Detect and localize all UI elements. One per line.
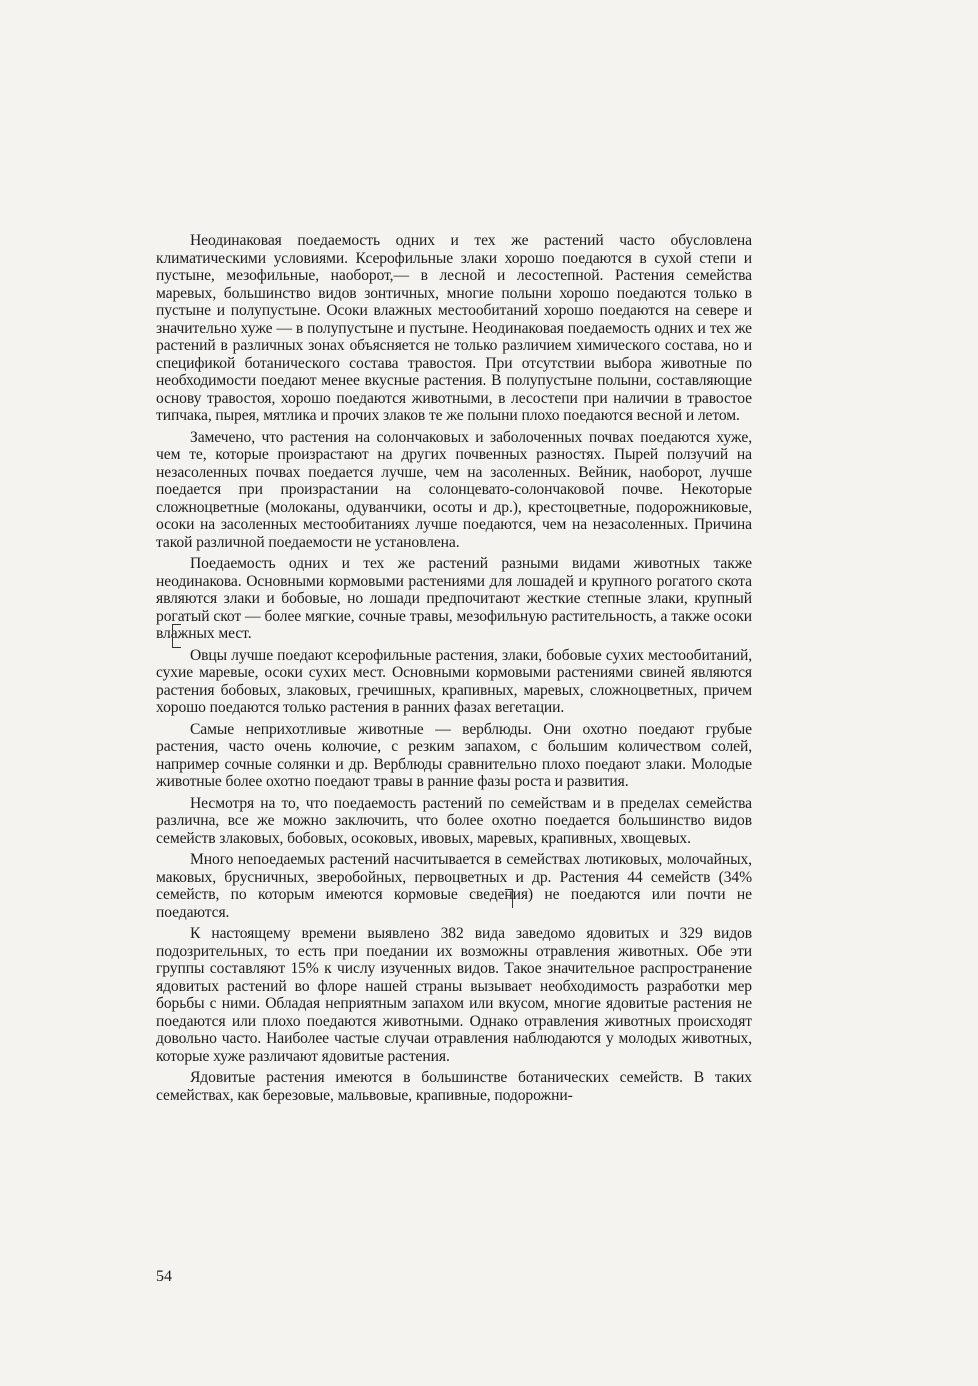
paragraph-4: Овцы лучше поедают ксерофильные растения, злаки, бобовые сухих местообитаний, сухие маревые, осоки сухих мест. Основными кормовыми растениями свиней являются растения бобовых, злаковых, гречишных, крапивных, маревых, сложноцветных, причем хорошо поедаются только растения в ранних фазах вегетации. bbox=[156, 646, 752, 716]
paragraph-7: Много непоедаемых растений насчитывается в семействах лютиковых, молочайных, маковых, брусничных, зверобойных, первоцветных и др. Растения 44 семейств (34% семейств, по которым имеются кормовые сведения) не поедаются или почти не поедаются. bbox=[156, 851, 752, 921]
paragraph-9: Ядовитые растения имеются в большинстве ботанических семейств. В таких семействах, как березовые, мальвовые, крапивные, подорожни- bbox=[156, 1069, 752, 1104]
page-number: 54 bbox=[156, 1268, 172, 1285]
pencil-bracket-close-mark bbox=[505, 889, 513, 908]
paragraph-6: Несмотря на то, что поедаемость растений по семействам и в пределах семейства различна, все же можно заключить, что более охотно поедается большинство видов семейств злаковых, бобовых, осоковых, ивовых, маревых, крапивных, хвощевых. bbox=[156, 794, 752, 847]
paragraph-1: Неодинаковая поедаемость одних и тех же растений часто обусловлена климатическими условиями. Ксерофильные злаки хорошо поедаются в сухой степи и пустыне, мезофильные, наоборот,— в лесной и лесостепной. Растения семейства маревых, большинство видов зонтичных, многие полыни хорошо поедаются только в пустыне и полупустыне. Осоки влажных местообитаний хорошо поедаются на севере и значительно хуже — в полупустыне и пустыне. Неодинаковая поедаемость одних и тех же растений в различных зонах объясняется не только различием химического состава, но и спецификой ботанического состава травостоя. При отсутствии выбора животные по необходимости поедают менее вкусные растения. В полупустыне полыни, составляющие основу травостоя, хорошо поедаются животными, в лесостепи при наличии в травостое типчака, пырея, мятлика и прочих злаков те же полыни плохо поедаются весной и летом. bbox=[156, 232, 752, 424]
pencil-bracket-open-mark bbox=[172, 624, 181, 648]
paragraph-2: Замечено, что растения на солончаковых и заболоченных почвах поедаются хуже, чем те, которые произрастают на других почвенных разностях. Пырей ползучий на незасоленных почвах поедается лучше, чем на засоленных. Вейник, наоборот, лучше поедается при произрастании на солонцевато-солончаковой почве. Некоторые сложноцветные (молоканы, одуванчики, осоты и др.), крестоцветные, подорожниковые, осоки на засоленных местообитаниях лучше поедаются, чем на незасоленных. Причина такой различной поедаемости не установлена. bbox=[156, 428, 752, 551]
paragraph-3: Поедаемость одних и тех же растений разными видами животных также неодинакова. Основными кормовыми растениями для лошадей и крупного рогатого скота являются злаки и бобовые, но лошади предпочитают жесткие степные злаки, крупный рогатый скот — более мягкие, сочные травы, мезофильную растительность, а также осоки влажных мест. bbox=[156, 555, 752, 642]
paragraph-8: К настоящему времени выявлено 382 вида заведомо ядовитых и 329 видов подозрительных, то есть при поедании их возможны отравления животных. Обе эти группы составляют 15% к числу изученных видов. Такое значительное распространение ядовитых растений во флоре нашей страны вызывает необходимость разработки мер борьбы с ними. Обладая неприятным запахом или вкусом, многие ядовитые растения не поедаются или плохо поедаются животными. Однако отравления животных происходят довольно часто. Наиболее частые случаи отравления наблюдаются у молодых животных, которые хуже различают ядовитые растения. bbox=[156, 925, 752, 1065]
paragraph-5: Самые неприхотливые животные — верблюды. Они охотно поедают грубые растения, часто очень колючие, с резким запахом, с большим количеством солей, например сочные солянки и др. Верблюды сравнительно плохо поедают злаки. Молодые животные более охотно поедают травы в ранние фазы роста и развития. bbox=[156, 720, 752, 790]
body-text bbox=[156, 232, 752, 1108]
